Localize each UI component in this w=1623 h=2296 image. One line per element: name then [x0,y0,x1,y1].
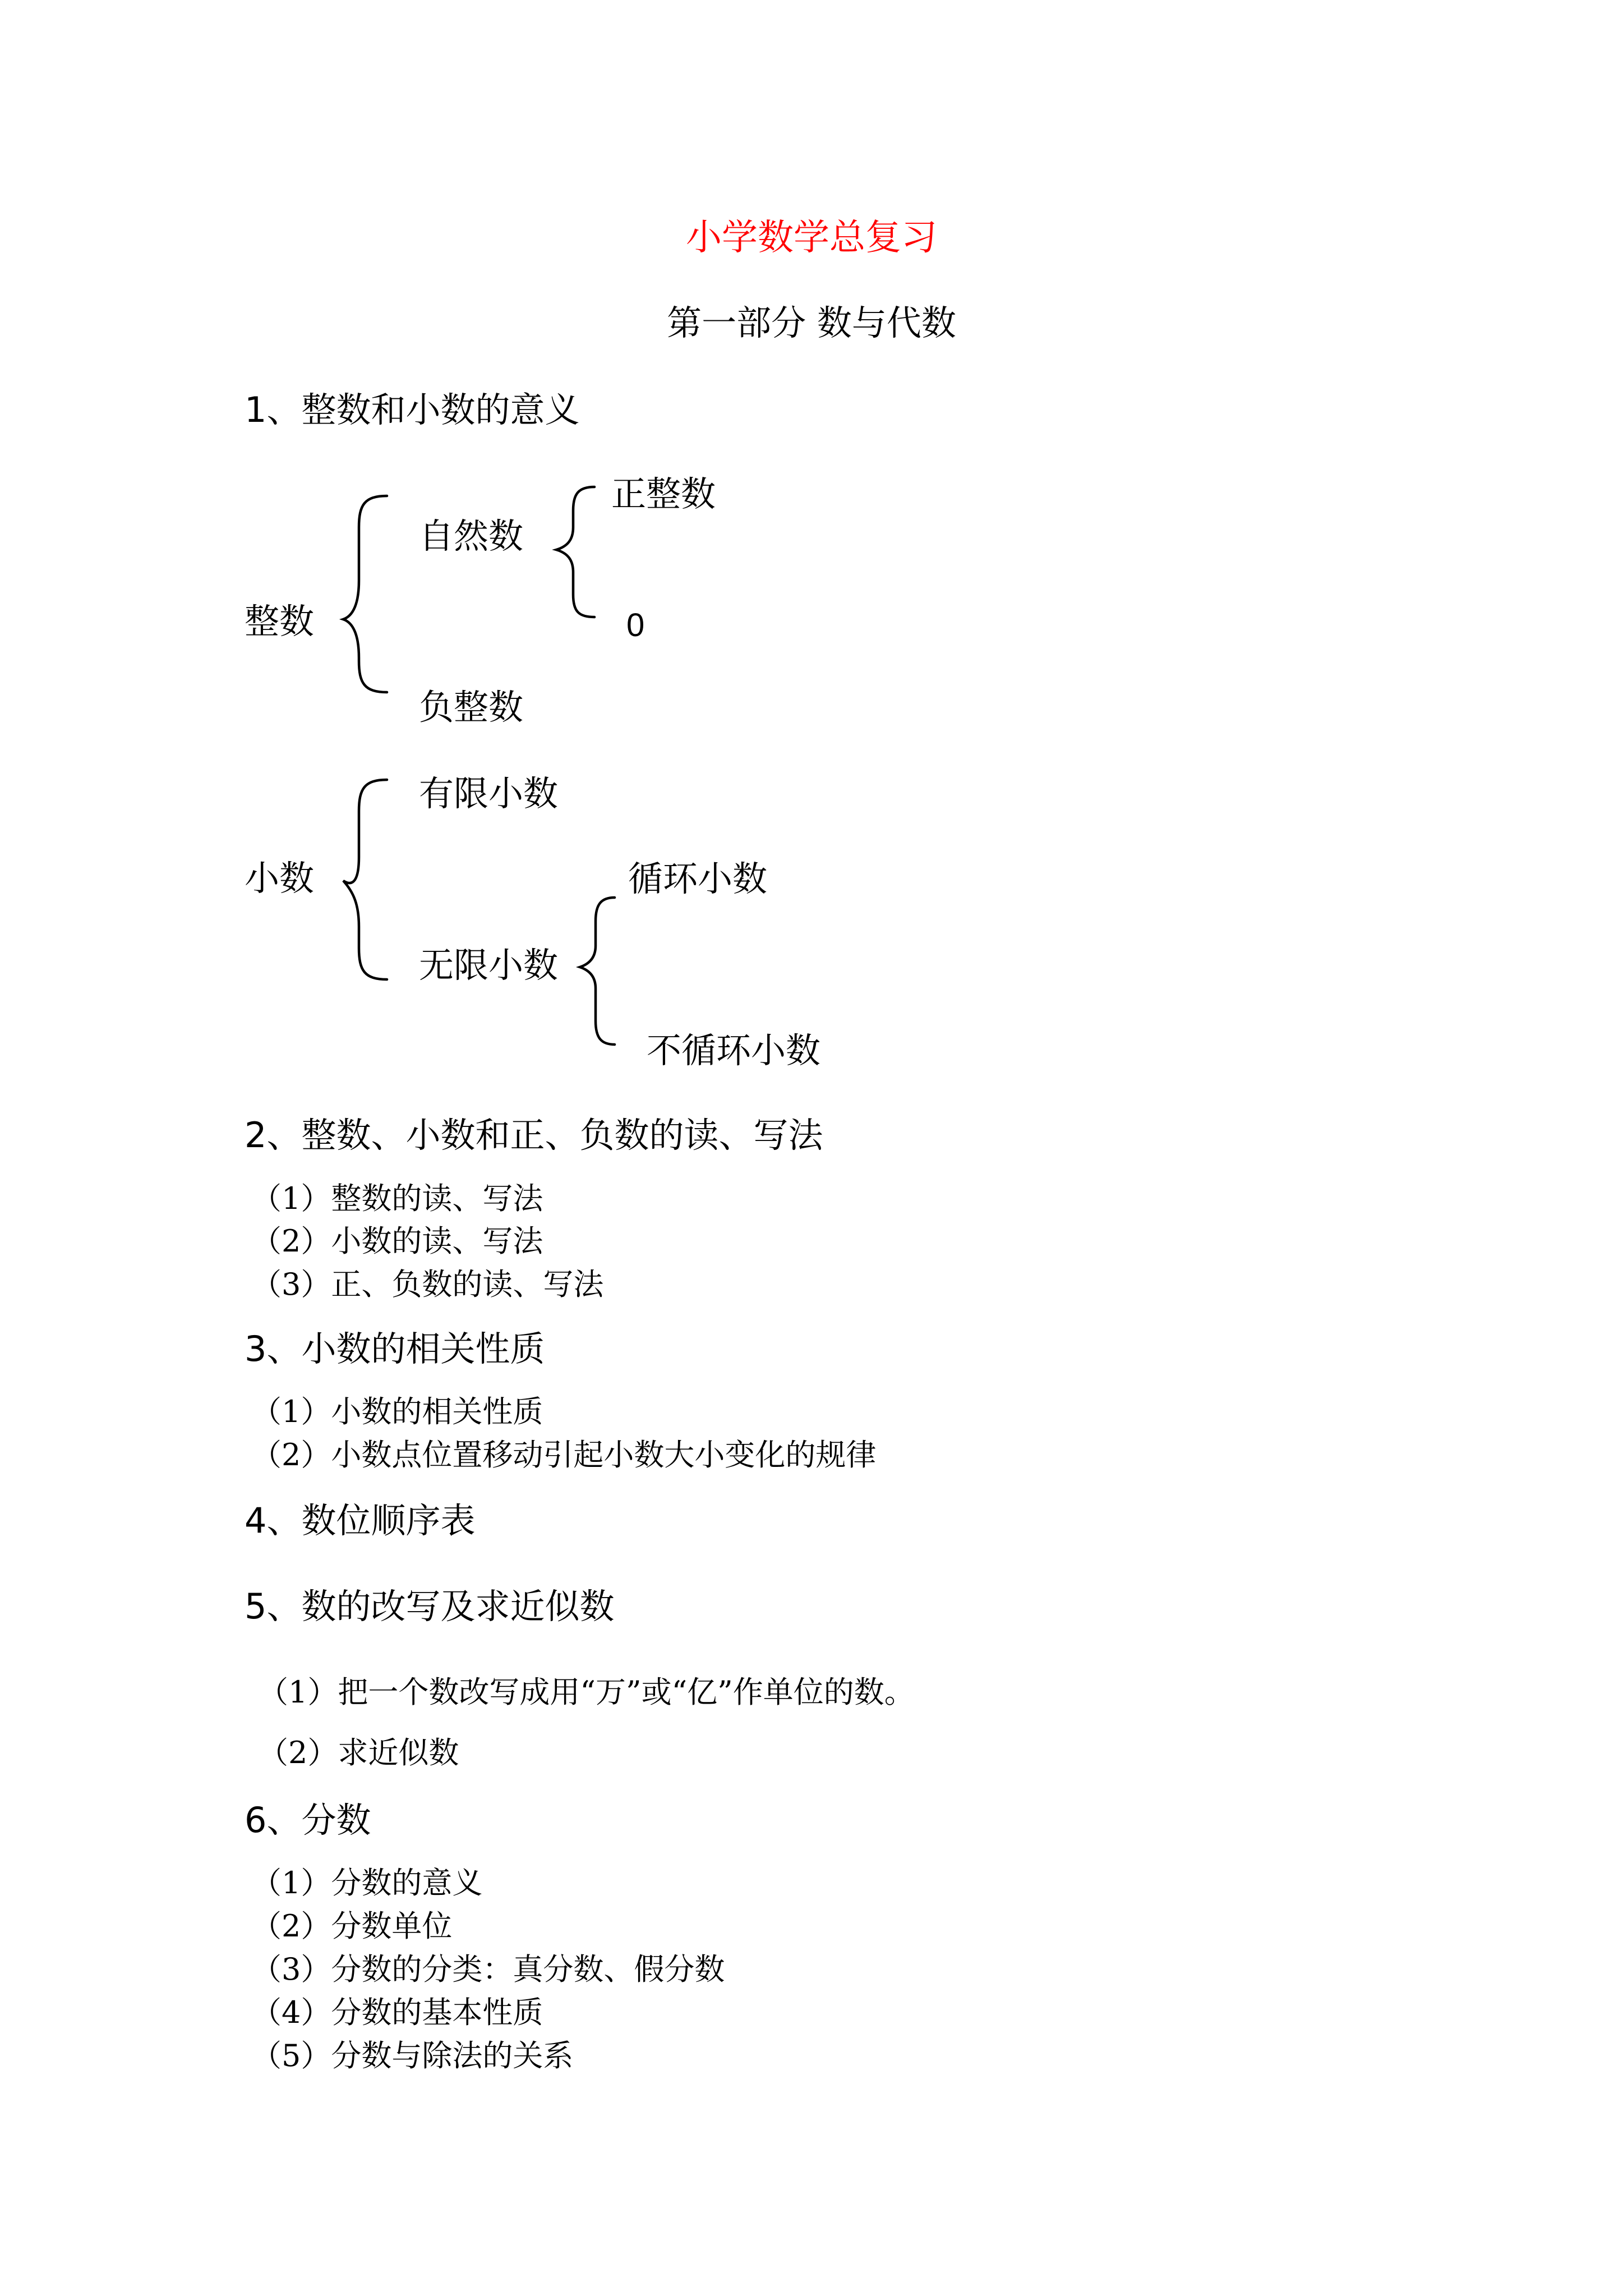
non-recurring-decimal-label: 不循环小数 [647,1030,821,1071]
section-3-heading: 3、小数的相关性质 [245,1328,545,1369]
list-item: （1）把一个数改写成用“万”或“亿”作单位的数。 [258,1674,915,1710]
natural-brace [556,487,594,617]
page-subtitle: 第一部分 数与代数 [667,302,956,343]
section-4-heading: 4、数位顺序表 [245,1500,476,1541]
natural-number-label: 自然数 [419,516,524,556]
list-item: （2）小数的读、写法 [251,1223,543,1259]
decimal-label: 小数 [245,858,315,899]
list-item: （1）分数的意义 [251,1865,483,1901]
negative-integer-label: 负整数 [419,687,524,728]
list-item: （1）整数的读、写法 [251,1181,543,1216]
list-item: （3）分数的分类：真分数、假分数 [251,1952,725,1987]
finite-decimal-label: 有限小数 [419,773,559,814]
positive-integer-label: 正整数 [611,473,716,514]
section-5-heading: 5、数的改写及求近似数 [245,1586,615,1627]
section-6-heading: 6、分数 [245,1800,371,1841]
page-title: 小学数学总复习 [686,217,937,259]
recurring-decimal-label: 循环小数 [628,858,768,899]
list-item: （2）小数点位置移动引起小数大小变化的规律 [251,1437,877,1473]
integer-brace [343,496,387,692]
integer-label: 整数 [245,601,315,642]
decimal-brace [343,780,387,979]
zero-label: 0 [626,607,645,643]
section-2-heading: 2、整数、小数和正、负数的读、写法 [245,1115,823,1156]
list-item: （2）求近似数 [258,1735,459,1770]
section-1-heading: 1、整数和小数的意义 [245,389,580,430]
list-item: （3）正、负数的读、写法 [251,1267,604,1302]
infinite-decimal-label: 无限小数 [419,945,559,986]
list-item: （1）小数的相关性质 [251,1394,543,1429]
infinite-brace [580,898,615,1045]
list-item: （2）分数单位 [251,1908,453,1944]
list-item: （4）分数的基本性质 [251,1995,543,2030]
list-item: （5）分数与除法的关系 [251,2038,574,2073]
